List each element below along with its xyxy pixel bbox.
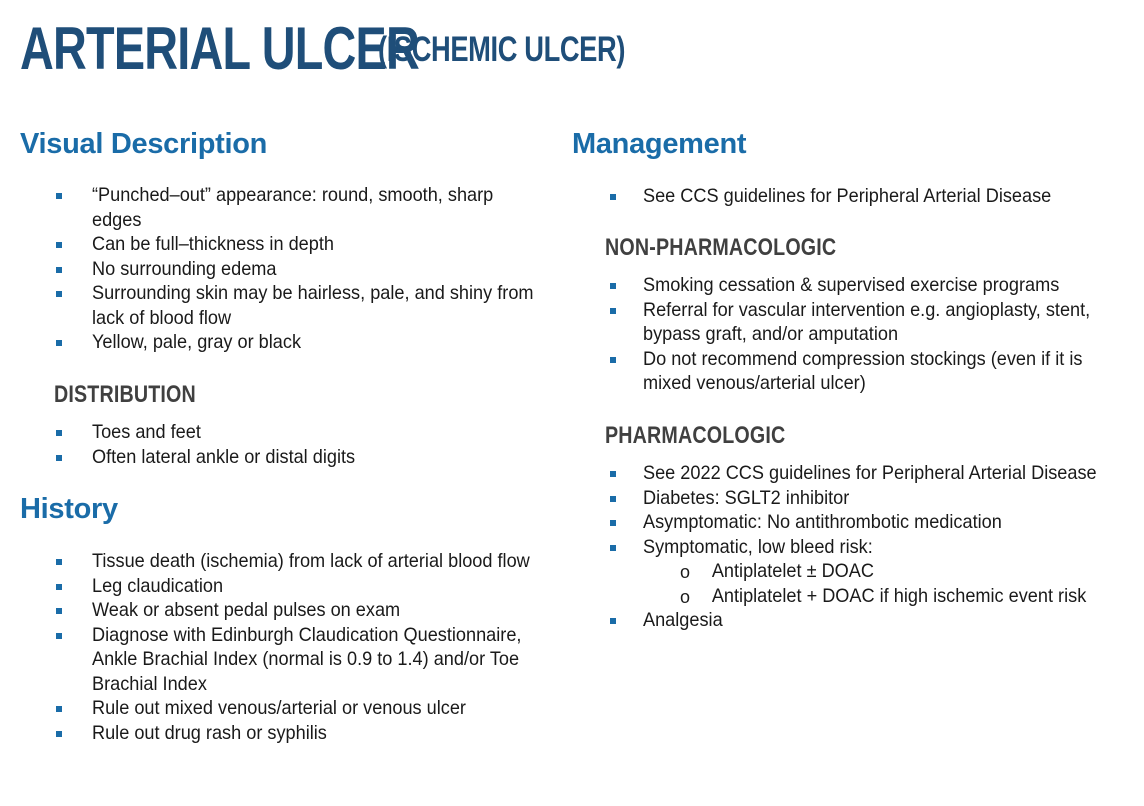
list-item: No surrounding edema [92, 257, 542, 282]
visual-description-list [92, 183, 542, 355]
history-heading: History [20, 493, 118, 525]
list-item: Yellow, pale, gray or black [92, 330, 542, 355]
list-item: Diagnose with Edinburgh Claudication Questionnaire, Ankle Brachial Index (normal is 0.9 to 1.4) and/or Toe Brachial Index [92, 623, 542, 697]
title-subtitle: (ISCHEMIC ULCER) [378, 30, 626, 69]
square-bullet-icon [56, 430, 62, 436]
square-bullet-icon [56, 267, 62, 273]
list-item: Smoking cessation & supervised exercise programs [643, 273, 1113, 298]
history-list [92, 549, 542, 745]
visual-description-heading: Visual Description [20, 128, 268, 160]
management-list [643, 184, 1113, 209]
sub-list-item: o Antiplatelet ± DOAC [643, 559, 1113, 584]
list-item: Tissue death (ischemia) from lack of arterial blood flow [92, 549, 542, 574]
square-bullet-icon [610, 471, 616, 477]
square-bullet-icon [56, 242, 62, 248]
square-bullet-icon [56, 706, 62, 712]
square-bullet-icon [56, 633, 62, 639]
list-item: Referral for vascular intervention e.g. angioplasty, stent, bypass graft, and/or amputation [643, 298, 1113, 347]
square-bullet-icon [56, 731, 62, 737]
list-item: Often lateral ankle or distal digits [92, 445, 542, 470]
non-pharmacologic-heading: NON-PHARMACOLOGIC [605, 234, 837, 261]
pharmacologic-list [643, 461, 1113, 633]
list-item: Do not recommend compression stockings (even if it is mixed venous/arterial ulcer) [643, 347, 1113, 396]
square-bullet-icon [56, 455, 62, 461]
title-main: ARTERIAL ULCER [20, 15, 420, 82]
list-item: See 2022 CCS guidelines for Peripheral Arterial Disease [643, 461, 1113, 486]
list-item: “Punched–out” appearance: round, smooth, sharp edges [92, 183, 542, 232]
square-bullet-icon [610, 194, 616, 200]
list-item: Leg claudication [92, 574, 542, 599]
circle-bullet-icon: o [680, 586, 691, 607]
list-item: Rule out mixed venous/arterial or venous ulcer [92, 696, 542, 721]
square-bullet-icon [610, 520, 616, 526]
square-bullet-icon [610, 496, 616, 502]
square-bullet-icon [56, 340, 62, 346]
list-item: Surrounding skin may be hairless, pale, and shiny from lack of blood flow [92, 281, 542, 330]
pharmacologic-heading: PHARMACOLOGIC [605, 422, 786, 449]
distribution-list [92, 420, 542, 469]
list-item: Weak or absent pedal pulses on exam [92, 598, 542, 623]
list-item: Rule out drug rash or syphilis [92, 721, 542, 746]
list-item: Asymptomatic: No antithrombotic medication [643, 510, 1113, 535]
list-item: Symptomatic, low bleed risk: [643, 535, 1113, 560]
square-bullet-icon [56, 193, 62, 199]
square-bullet-icon [610, 545, 616, 551]
distribution-heading: DISTRIBUTION [54, 381, 196, 408]
square-bullet-icon [56, 559, 62, 565]
list-item: Analgesia [643, 608, 1113, 633]
sub-list-item: o Antiplatelet + DOAC if high ischemic event risk [643, 584, 1113, 609]
square-bullet-icon [610, 283, 616, 289]
square-bullet-icon [56, 584, 62, 590]
list-item: See CCS guidelines for Peripheral Arterial Disease [643, 184, 1113, 209]
list-item: Toes and feet [92, 420, 542, 445]
list-item: Can be full–thickness in depth [92, 232, 542, 257]
list-item: Diabetes: SGLT2 inhibitor [643, 486, 1113, 511]
square-bullet-icon [56, 291, 62, 297]
square-bullet-icon [610, 357, 616, 363]
circle-bullet-icon: o [680, 562, 691, 582]
management-heading: Management [572, 128, 747, 160]
square-bullet-icon [610, 618, 616, 624]
square-bullet-icon [610, 308, 616, 314]
non-pharmacologic-list [643, 273, 1113, 396]
square-bullet-icon [56, 608, 62, 614]
